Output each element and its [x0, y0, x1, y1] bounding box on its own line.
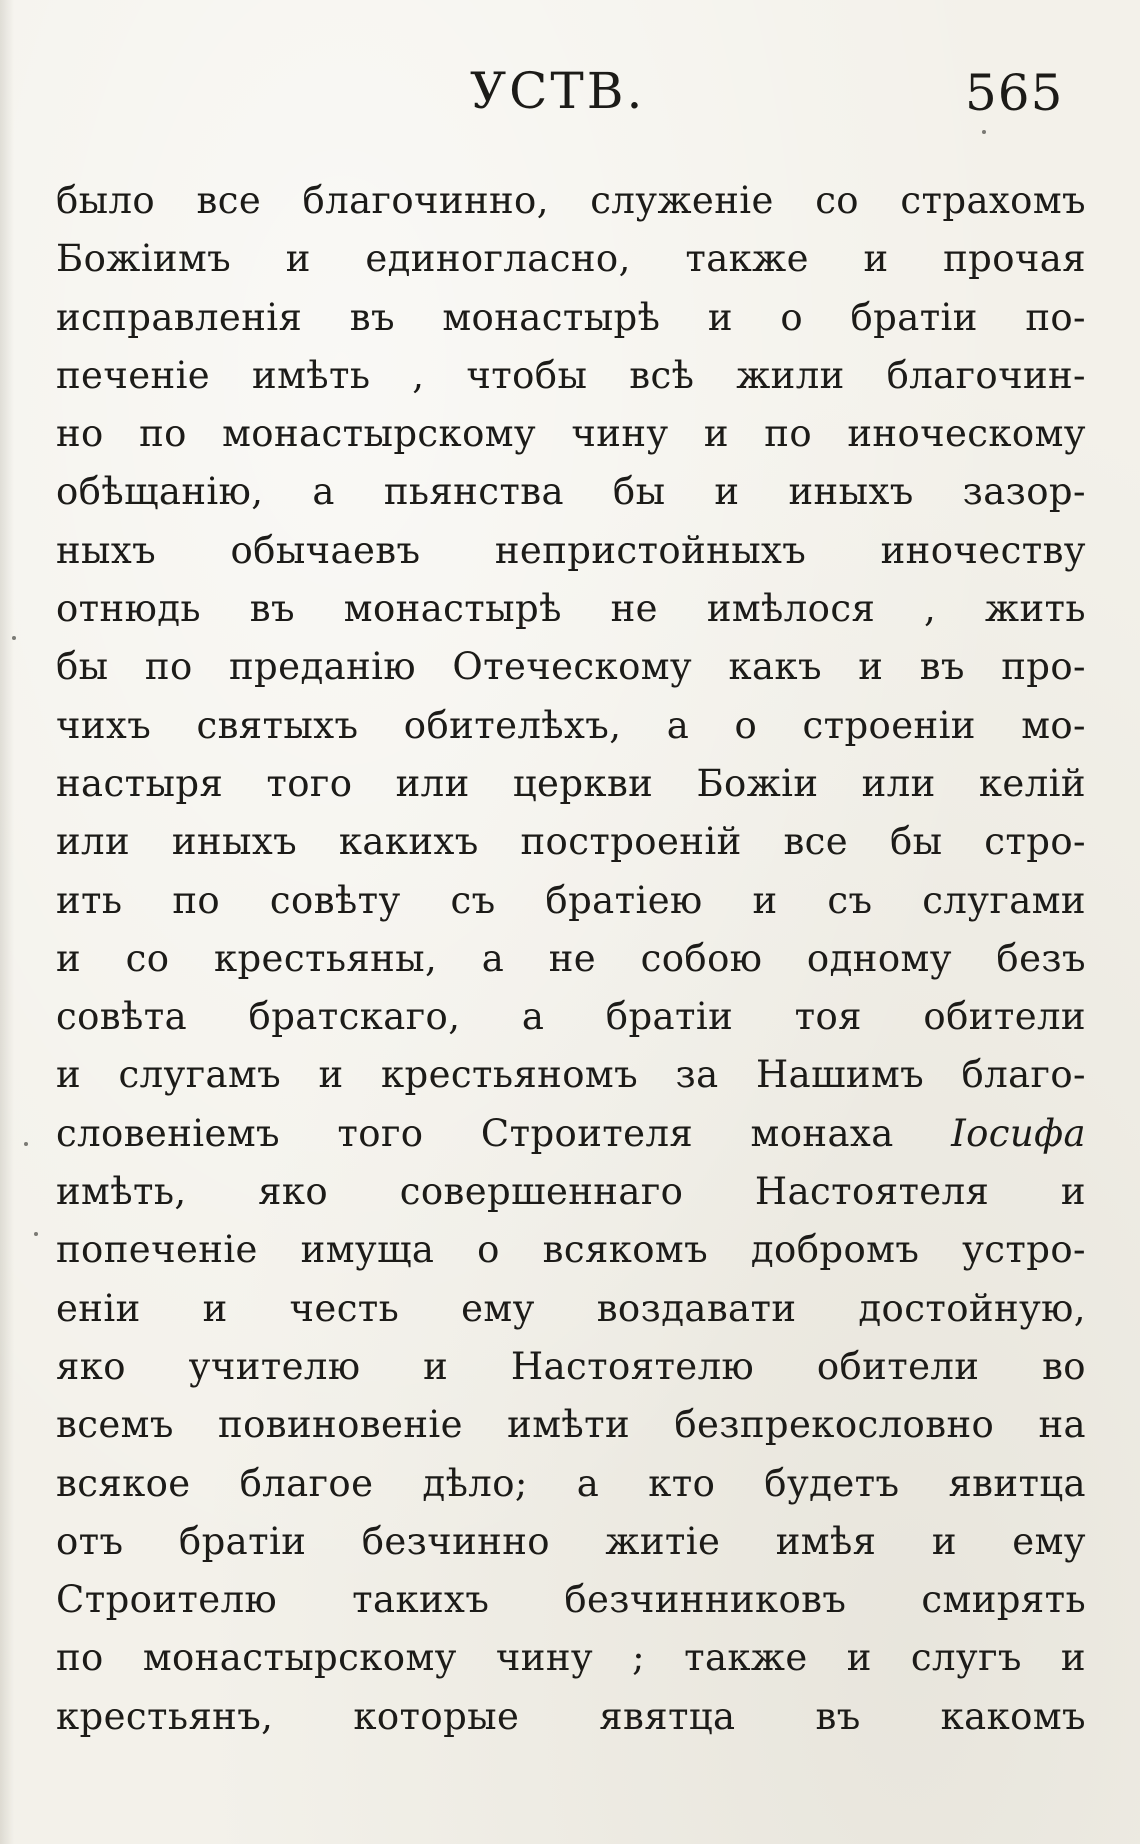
word: построеній — [520, 820, 742, 864]
text-line — [56, 1571, 1086, 1629]
word: преданію — [229, 645, 416, 689]
word: и — [202, 1286, 228, 1330]
word: яко — [258, 1170, 329, 1214]
word: совѣту — [269, 878, 401, 922]
word: строеніи — [802, 703, 976, 747]
word: и — [56, 1053, 82, 1097]
word: о — [734, 703, 758, 747]
text-line — [56, 347, 1086, 405]
word: зазор- — [962, 470, 1086, 514]
text-line — [56, 580, 1086, 638]
word: чтобы — [466, 353, 588, 397]
word: келій — [978, 761, 1086, 805]
word: бы — [56, 645, 109, 689]
word: не — [610, 587, 658, 631]
word: по — [139, 412, 187, 456]
word: ить — [56, 878, 123, 922]
word: по — [56, 1636, 104, 1680]
word: по — [764, 412, 813, 456]
word: какихъ — [338, 820, 479, 864]
word: стро- — [984, 820, 1086, 864]
word: какомъ — [940, 1694, 1086, 1738]
word: иныхъ — [171, 820, 298, 864]
text-line — [56, 230, 1086, 288]
word: жить — [985, 587, 1086, 631]
word: устро- — [962, 1228, 1086, 1272]
word: учителю — [188, 1344, 361, 1388]
word: про- — [1001, 645, 1086, 689]
word: монастырѣ — [343, 587, 562, 631]
word: попеченіе — [56, 1228, 258, 1272]
word: о — [780, 295, 804, 339]
word: Настоятелю — [510, 1344, 755, 1388]
word: словеніемъ — [56, 1111, 280, 1155]
word: братіи — [605, 995, 734, 1039]
word: монастырѣ — [442, 295, 661, 339]
word: благое — [239, 1461, 374, 1505]
word: явятца — [599, 1694, 736, 1738]
word: а — [666, 703, 690, 747]
text-line — [56, 1221, 1086, 1279]
word: и — [1060, 1636, 1086, 1680]
word: и — [863, 237, 889, 281]
word: а — [576, 1461, 600, 1505]
word: крестьяны, — [213, 936, 438, 980]
word: совѣта — [56, 995, 188, 1039]
word: обителѣхъ, — [403, 703, 622, 747]
word: тоя — [794, 995, 862, 1039]
word: на — [1038, 1403, 1086, 1447]
word: въ — [919, 645, 965, 689]
word: того — [337, 1111, 424, 1155]
text-line — [56, 988, 1086, 1046]
word: Божіи — [696, 761, 819, 805]
word: имѣть, — [56, 1170, 187, 1214]
word: въ — [815, 1694, 861, 1738]
text-line — [56, 872, 1086, 930]
word: за — [675, 1053, 719, 1097]
word: Божіимъ — [56, 237, 232, 281]
word: , — [924, 587, 937, 631]
text-line — [56, 172, 1086, 230]
word: Іосифа — [951, 1111, 1086, 1155]
word: о — [477, 1228, 500, 1272]
text-line — [56, 1046, 1086, 1104]
word: Строителя — [480, 1111, 694, 1155]
word: и — [707, 295, 733, 339]
word: имуща — [300, 1228, 435, 1272]
word: не — [548, 936, 597, 980]
word: и — [56, 936, 82, 980]
word: святыхъ — [196, 703, 359, 747]
word: и — [1060, 1170, 1086, 1214]
word: непристойныхъ — [494, 528, 807, 572]
word: или — [861, 761, 936, 805]
word: безчинниковъ — [564, 1578, 847, 1622]
word: братіи — [178, 1519, 307, 1563]
word: крестьянъ, — [56, 1694, 274, 1738]
word: печеніе — [56, 353, 211, 397]
word: повиновеніе — [218, 1403, 463, 1447]
word: а — [481, 936, 505, 980]
word: монастырскому — [222, 412, 537, 456]
word: чихъ — [56, 703, 152, 747]
text-line — [56, 1513, 1086, 1571]
word: всякомъ — [542, 1228, 709, 1272]
word: также — [684, 1636, 808, 1680]
word: благочинно, — [302, 179, 549, 222]
word: Строителю — [56, 1578, 278, 1622]
word: собою — [640, 936, 763, 980]
word: бы — [889, 820, 943, 864]
page-header — [0, 62, 1140, 132]
word: отъ — [56, 1519, 124, 1563]
ink-speck — [34, 1232, 38, 1236]
text-line — [56, 1338, 1086, 1396]
word: со — [125, 936, 170, 980]
word: иноческому — [847, 412, 1086, 456]
word: обители — [816, 1344, 980, 1388]
word: еніи — [56, 1286, 141, 1330]
word: ныхъ — [56, 528, 157, 572]
word: по — [144, 645, 193, 689]
word: обычаевъ — [230, 528, 421, 572]
word: какъ — [728, 645, 822, 689]
word: по- — [1025, 295, 1086, 339]
word: и — [846, 1636, 872, 1680]
text-line — [56, 1105, 1086, 1163]
word: ему — [1012, 1519, 1086, 1563]
word: бы — [612, 470, 666, 514]
word: имѣти — [507, 1403, 631, 1447]
word: отнюдь — [56, 587, 201, 631]
word: ; — [632, 1636, 645, 1680]
word: воздавати — [596, 1286, 797, 1330]
ink-speck — [24, 1142, 28, 1146]
word: исправленія — [56, 295, 303, 339]
text-line — [56, 813, 1086, 871]
word: а — [521, 995, 545, 1039]
text-line — [56, 755, 1086, 813]
word: одному — [806, 936, 952, 980]
word: слугами — [922, 878, 1086, 922]
word: во — [1042, 1344, 1086, 1388]
word: которые — [353, 1694, 520, 1738]
text-line — [56, 463, 1086, 521]
word: и — [423, 1344, 449, 1388]
word: безчинно — [361, 1519, 550, 1563]
word: въ — [349, 295, 395, 339]
page-number: 565 — [965, 64, 1064, 122]
text-line — [56, 405, 1086, 463]
text-line — [56, 522, 1086, 580]
word: совершеннаго — [399, 1170, 684, 1214]
word: безпрекословно — [674, 1403, 995, 1447]
word: иныхъ — [788, 470, 914, 514]
word: всѣ — [629, 353, 695, 397]
word: въ — [249, 587, 295, 631]
word: или — [56, 820, 131, 864]
text-line — [56, 1280, 1086, 1338]
word: и — [285, 237, 311, 281]
word: настыря — [56, 761, 224, 805]
word: житіе — [605, 1519, 721, 1563]
word: Отеческому — [452, 645, 693, 689]
word: монаха — [750, 1111, 894, 1155]
word: также — [685, 237, 809, 281]
word: братіею — [545, 878, 703, 922]
word: и — [703, 412, 729, 456]
word: прочая — [943, 237, 1086, 281]
word: но — [56, 412, 104, 456]
text-line — [56, 1455, 1086, 1513]
word: мо- — [1021, 703, 1086, 747]
word: а — [312, 470, 335, 514]
word: иночеству — [880, 528, 1086, 572]
word: обѣщанію, — [56, 470, 264, 514]
word: честь — [289, 1286, 400, 1330]
word: Настоятеля — [754, 1170, 990, 1214]
word: слугамъ — [118, 1053, 282, 1097]
word: съ — [827, 878, 873, 922]
word: того — [266, 761, 353, 805]
word: безъ — [996, 936, 1086, 980]
word: достойную, — [858, 1286, 1086, 1330]
word: ему — [461, 1286, 535, 1330]
ink-speck — [982, 130, 986, 134]
word: служеніе — [590, 179, 774, 222]
word: явитца — [948, 1461, 1086, 1505]
word: обители — [923, 995, 1086, 1039]
word: такихъ — [352, 1578, 490, 1622]
word: или — [395, 761, 470, 805]
text-line — [56, 1163, 1086, 1221]
word: со — [815, 179, 859, 222]
word: чину — [495, 1636, 594, 1680]
text-line — [56, 930, 1086, 988]
word: всемъ — [56, 1403, 174, 1447]
word: кто — [648, 1461, 716, 1505]
word: единогласно, — [365, 237, 631, 281]
binding-shadow — [0, 0, 14, 1844]
body-text — [56, 172, 1086, 1746]
word: смирять — [921, 1578, 1086, 1622]
word: церкви — [512, 761, 654, 805]
word: добромъ — [750, 1228, 920, 1272]
word: дѣло; — [422, 1461, 528, 1505]
word: и — [318, 1053, 344, 1097]
word: по — [172, 878, 221, 922]
word: крестьяномъ — [381, 1053, 639, 1097]
word: яко — [56, 1344, 126, 1388]
text-line — [56, 1629, 1086, 1687]
word: благочин- — [886, 353, 1086, 397]
text-line — [56, 638, 1086, 696]
word: , — [412, 353, 425, 397]
ink-speck — [12, 636, 16, 640]
word: пьянства — [383, 470, 564, 514]
word: страхомъ — [900, 179, 1086, 222]
word: будетъ — [764, 1461, 900, 1505]
word: все — [196, 179, 262, 222]
word: имѣлося — [706, 587, 876, 631]
text-line — [56, 697, 1086, 755]
word: все — [783, 820, 849, 864]
word: братіи — [850, 295, 978, 339]
word: жили — [736, 353, 845, 397]
word: и — [858, 645, 884, 689]
word: имѣя — [775, 1519, 877, 1563]
word: слугъ — [910, 1636, 1022, 1680]
word: и — [931, 1519, 957, 1563]
word: было — [56, 179, 156, 222]
text-line — [56, 1688, 1086, 1746]
word: благо- — [961, 1053, 1086, 1097]
word: монастырскому — [142, 1636, 457, 1680]
word: всякое — [56, 1461, 191, 1505]
text-line — [56, 1396, 1086, 1454]
word: имѣть — [252, 353, 371, 397]
word: братскаго, — [248, 995, 461, 1039]
text-line — [56, 289, 1086, 347]
word: Нашимъ — [755, 1053, 925, 1097]
running-head: УСТВ. — [470, 62, 646, 120]
word: и — [752, 878, 778, 922]
word: чину — [571, 412, 669, 456]
word: и — [714, 470, 740, 514]
word: съ — [450, 878, 496, 922]
